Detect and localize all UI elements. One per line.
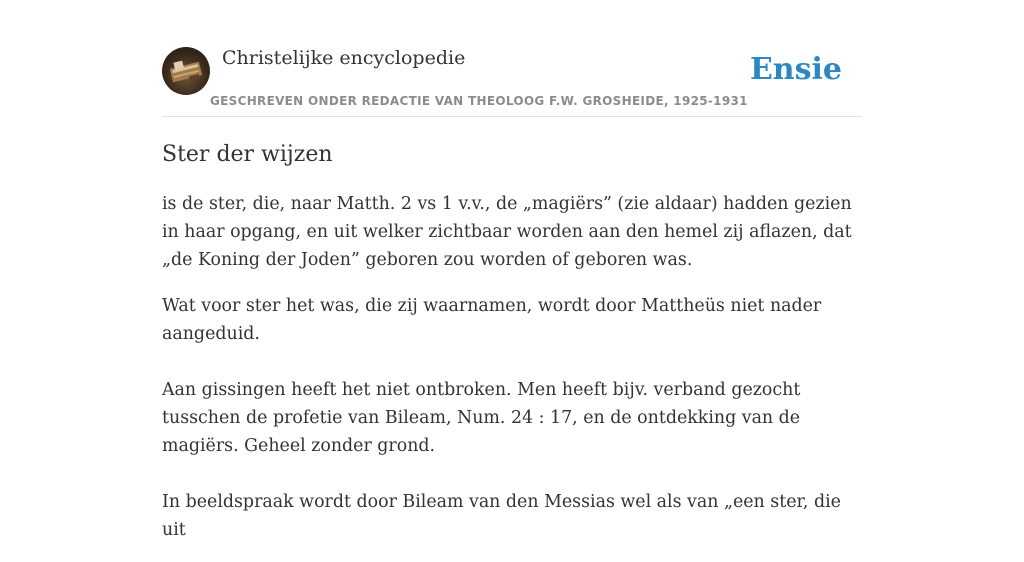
book-title[interactable]: Christelijke encyclopedie: [222, 47, 466, 69]
header: [162, 46, 862, 117]
article-paragraph: Wat voor ster het was, die zij waarnamen, wordt door Mattheüs niet nader aangeduid.: [162, 296, 822, 344]
article-paragraph: Aan gissingen heeft het niet ontbroken. Men heeft bijv. verband gezocht tusschen de profetie van Bileam, Num. 24 : 17, en de ontdekking van de magiërs. Geheel zonder grond.: [162, 380, 801, 456]
article-paragraph: In beeldspraak wordt door Bileam van den Messias wel als van „een ster, die uit: [162, 492, 841, 540]
article: [162, 140, 862, 562]
book-cover-avatar[interactable]: [162, 47, 210, 95]
article-paragraph: is de ster, die, naar Matth. 2 vs 1 v.v., de „magiërs” (zie aldaar) hadden gezien in haar opgang, en uit welker zichtbaar worden aan den hemel zij aflazen, dat „de Koning der Joden” geboren zou worden of geboren was.: [162, 194, 852, 270]
book-icon: [162, 47, 210, 95]
ensie-logo-link[interactable]: Ensie: [749, 52, 842, 87]
article-title: Ster der wijzen: [162, 142, 333, 167]
book-subtitle: GESCHREVEN ONDER REDACTIE VAN THEOLOOG F.W. GROSHEIDE, 1925-1931: [210, 94, 748, 108]
